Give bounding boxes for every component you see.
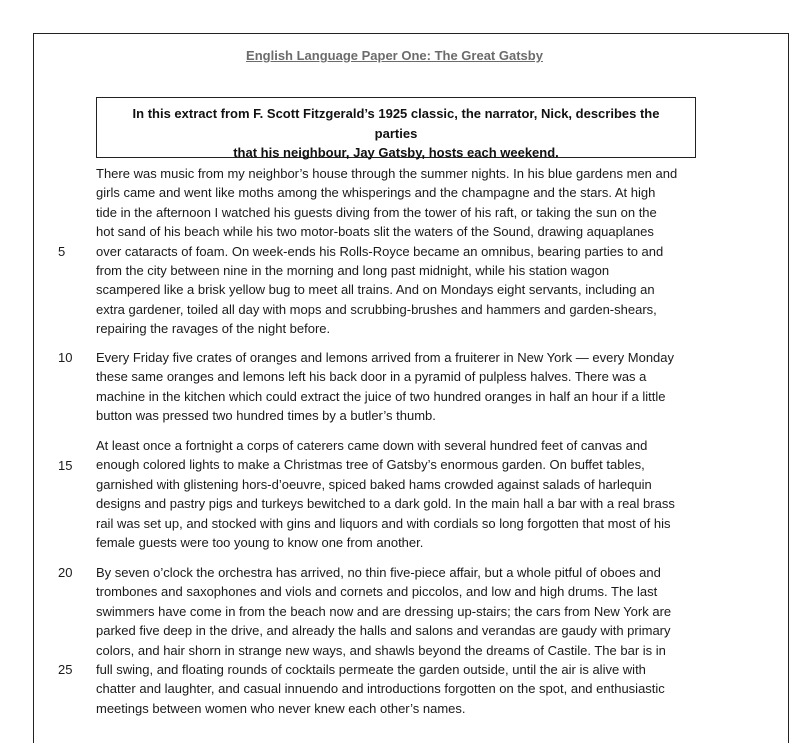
passage-line: female guests were too young to know one from another.: [96, 534, 424, 550]
line-number: 5: [58, 244, 66, 259]
passage-line: full swing, and floating rounds of cocktails permeate the garden outside, until the air is alive with: [96, 661, 646, 677]
passage-line: chatter and laughter, and casual innuendo and introductions forgotten on the spot, and enthusiastic: [96, 681, 665, 697]
passage-line: enough colored lights to make a Christmas tree of Gatsby’s enormous garden. On buffet tables,: [96, 457, 645, 473]
passage-line: parked five deep in the drive, and already the halls and salons and verandas are gaudy with primary: [96, 623, 671, 639]
passage-line: There was music from my neighbor’s house through the summer nights. In his blue gardens men and: [96, 166, 678, 181]
passage-line: garnished with glistening hors-d’oeuvre, spiced baked hams crowded against salads of harlequin: [96, 476, 652, 492]
passage-line: extra gardener, toiled all day with mops and scrubbing-brushes and hammers and garden-shears,: [96, 301, 657, 317]
passage-line: repairing the ravages of the night before.: [96, 321, 331, 337]
line-number: 10: [58, 350, 73, 365]
passage-line: By seven o’clock the orchestra has arrived, no thin five-piece affair, but a whole pitful of oboes and: [96, 565, 661, 580]
line-number: 15: [58, 458, 73, 473]
intro-line: that his neighbour, Jay Gatsby, hosts each weekend.: [233, 145, 559, 160]
passage-line: colors, and hair shorn in strange new ways, and shawls beyond the dreams of Castile. The bar is in: [96, 642, 666, 658]
paper-title: English Language Paper One: The Great Gatsby: [246, 48, 543, 63]
paragraph-4: [96, 563, 702, 718]
passage-line: scampered like a brisk yellow bug to meet all trains. And on Mondays eight servants, including an: [96, 282, 655, 298]
passage-line: rail was set up, and stocked with gins and liquors and with cordials so long forgotten that most of his: [96, 515, 671, 531]
intro-line: In this extract from F. Scott Fitzgerald’s 1925 classic, the narrator, Nick, describes the parties: [132, 106, 660, 141]
passage-line: hot sand of his beach while his two motor-boats slit the waters of the Sound, drawing aquaplanes: [96, 224, 654, 240]
passage-line: Every Friday five crates of oranges and lemons arrived from a fruiterer in New York — every Monday: [96, 350, 675, 365]
line-number: 25: [58, 662, 73, 677]
passage-line: over cataracts of foam. On week-ends his Rolls-Royce became an omnibus, bearing parties to and: [96, 243, 664, 259]
passage-line: these same oranges and lemons left his back door in a pyramid of pulpless halves. There was a: [96, 369, 647, 385]
passage-line: machine in the kitchen which could extract the juice of two hundred oranges in half an hour if a little: [96, 388, 666, 404]
passage-line: button was pressed two hundred times by a butler’s thumb.: [96, 408, 436, 424]
paragraph-3: [96, 436, 702, 552]
passage-line: from the city between nine in the morning and long past midnight, while his station wagon: [96, 262, 610, 278]
passage-line: At least once a fortnight a corps of caterers came down with several hundred feet of canvas and: [96, 438, 648, 453]
line-number: 20: [58, 565, 73, 580]
passage-line: swimmers have come in from the beach now and are dressing up-stairs; the cars from New York are: [96, 603, 672, 619]
paragraph-1: [96, 164, 702, 339]
passage-line: girls came and went like moths among the whisperings and the champagne and the stars. At high: [96, 185, 656, 201]
passage-line: designs and pastry pigs and turkeys bewitched to a dark gold. In the main hall a bar with a real brass: [96, 496, 675, 512]
passage-line: tide in the afternoon I watched his guests diving from the tower of his raft, or taking the sun on the: [96, 204, 657, 220]
paragraph-2: [96, 348, 702, 426]
passage-line: trombones and saxophones and viols and cornets and piccolos, and low and high drums. The last: [96, 584, 658, 600]
intro-box: [96, 97, 696, 158]
passage-line: meetings between women who never knew each other’s names.: [96, 700, 466, 716]
